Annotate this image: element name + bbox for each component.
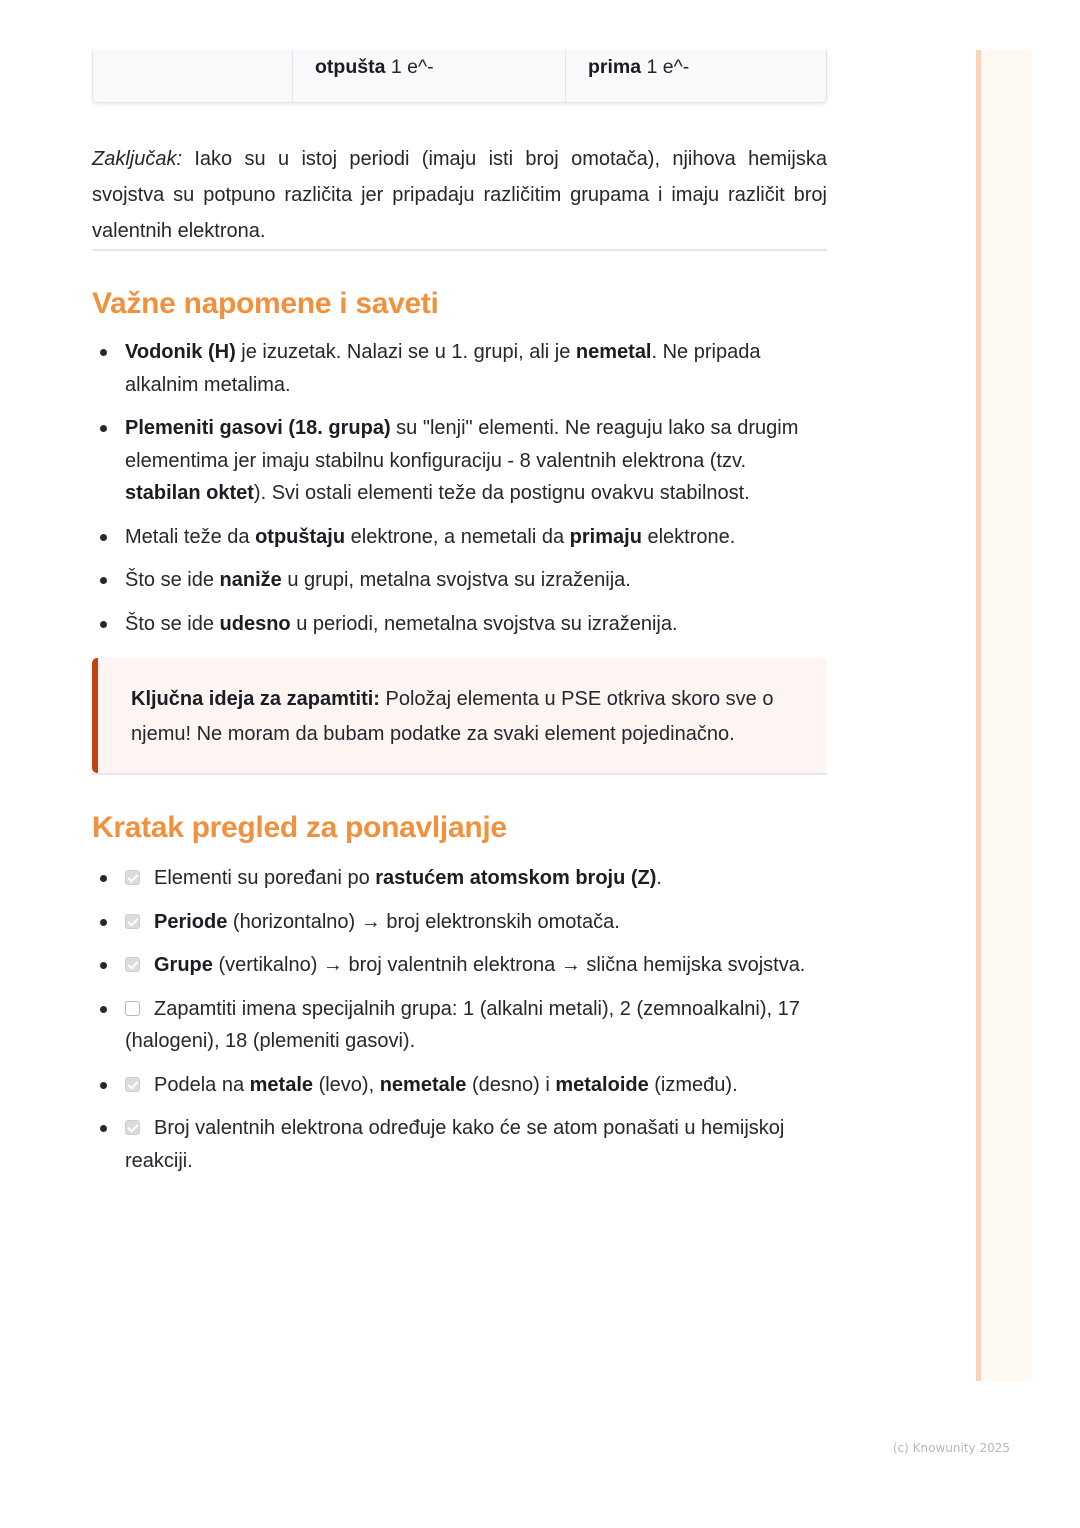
bold-text: rastućem atomskom broju (Z) bbox=[375, 867, 657, 889]
section-divider bbox=[92, 249, 827, 251]
text: Što se ide bbox=[125, 569, 220, 591]
text: Elementi su poređani po bbox=[154, 867, 376, 889]
bold-text: metaloide bbox=[555, 1073, 649, 1096]
text: (između). bbox=[648, 1073, 738, 1096]
checklist-item bbox=[92, 906, 827, 939]
notes-list bbox=[92, 336, 827, 640]
bold-text: nemetale bbox=[379, 1073, 467, 1096]
text: Metali teže da bbox=[125, 525, 256, 548]
text: . Ne pripada alkalnim metalima. bbox=[125, 341, 761, 396]
cell-bold: otpušta bbox=[315, 56, 386, 78]
text: Zapamtiti imena specijalnih grupa: 1 (alkalni metali), 2 (zemnoalkalni), 17 (halogeni), 18 (plemeniti gasovi). bbox=[125, 997, 800, 1052]
bold-text: Plemeniti gasovi (18. grupa) bbox=[125, 417, 391, 439]
side-panel bbox=[976, 50, 1032, 1381]
checklist-item bbox=[92, 862, 827, 895]
text: (horizontalno) → broj elektronskih omotača. bbox=[227, 910, 620, 933]
table-cell-empty bbox=[93, 50, 293, 102]
text: ). Svi ostali elementi teže da postignu ovakvu stabilnost. bbox=[253, 482, 750, 504]
bullet-icon bbox=[100, 875, 107, 882]
review-checklist bbox=[92, 862, 827, 1177]
cell-text: 1 e^- bbox=[385, 56, 434, 78]
copyright-footer: (c) Knowunity 2025 bbox=[892, 1441, 1010, 1455]
cell-bold: prima bbox=[588, 56, 642, 78]
text: Broj valentnih elektrona određuje kako će se atom ponašati u hemijskoj reakciji. bbox=[125, 1117, 785, 1172]
bold-text: Vodonik (H) bbox=[125, 341, 236, 363]
bold-text: nemetal bbox=[575, 341, 652, 363]
bullet-icon bbox=[100, 919, 107, 926]
bullet-icon bbox=[100, 534, 107, 541]
checkbox-checked-icon[interactable] bbox=[125, 1077, 140, 1092]
text: Podela na bbox=[154, 1073, 250, 1096]
callout-label: Ključna ideja za zapamtiti: bbox=[131, 688, 380, 710]
bullet-icon bbox=[100, 962, 107, 969]
checklist-item bbox=[92, 993, 827, 1058]
list-item bbox=[92, 608, 827, 641]
text: (desno) i bbox=[466, 1073, 556, 1096]
bullet-icon bbox=[100, 1006, 107, 1013]
list-item bbox=[92, 521, 827, 554]
checkbox-unchecked-icon[interactable] bbox=[125, 1001, 140, 1016]
bold-text: Periode bbox=[154, 910, 228, 933]
bullet-icon bbox=[100, 349, 107, 356]
table-cell-received bbox=[566, 50, 826, 102]
list-item bbox=[92, 336, 827, 401]
section-divider bbox=[92, 773, 827, 775]
checkbox-checked-icon[interactable] bbox=[125, 1120, 140, 1135]
text: elektrone, a nemetali da bbox=[345, 525, 570, 548]
bold-text: metale bbox=[249, 1073, 314, 1096]
list-item bbox=[92, 564, 827, 597]
bullet-icon bbox=[100, 621, 107, 628]
notes-heading: Važne napomene i saveti bbox=[92, 287, 439, 320]
bold-text: otpuštaju bbox=[255, 525, 346, 548]
conclusion-label: Zaključak: bbox=[92, 148, 183, 170]
main-content bbox=[92, 50, 827, 1188]
bold-text: primaju bbox=[569, 525, 642, 548]
bold-text: naniže bbox=[219, 569, 282, 591]
conclusion-paragraph bbox=[92, 141, 827, 249]
list-item bbox=[92, 412, 827, 510]
text: su "lenji" elementi. Ne reaguju lako sa drugim elementima jer imaju stabilnu konfiguraciju - 8 valentnih elektrona (tzv. bbox=[125, 417, 799, 472]
review-heading: Kratak pregled za ponavljanje bbox=[92, 811, 507, 844]
bold-text: stabilan oktet bbox=[125, 482, 254, 504]
bullet-icon bbox=[100, 577, 107, 584]
text: u grupi, metalna svojstva su izraženija. bbox=[281, 569, 631, 591]
text: je izuzetak. Nalazi se u 1. grupi, ali je bbox=[235, 341, 576, 363]
bold-text: Grupe bbox=[154, 954, 213, 976]
checkbox-checked-icon[interactable] bbox=[125, 957, 140, 972]
checkbox-checked-icon[interactable] bbox=[125, 870, 140, 885]
bold-text: udesno bbox=[219, 612, 291, 635]
checklist-item bbox=[92, 949, 827, 982]
key-idea-callout bbox=[92, 658, 827, 773]
checklist-item bbox=[92, 1112, 827, 1177]
callout-text: Položaj elementa u PSE otkriva skoro sve o njemu! Ne moram da bubam podatke za svaki element pojedinačno. bbox=[131, 688, 774, 745]
text: elektrone. bbox=[641, 525, 736, 548]
text: (levo), bbox=[313, 1073, 380, 1096]
checkbox-checked-icon[interactable] bbox=[125, 914, 140, 929]
text: (vertikalno) → broj valentnih elektrona → slična hemijska svojstva. bbox=[212, 954, 806, 976]
table-cell-released bbox=[293, 50, 566, 102]
text: u periodi, nemetalna svojstva su izraženija. bbox=[290, 612, 678, 635]
text: Što se ide bbox=[125, 612, 220, 635]
conclusion-text: Iako su u istoj periodi (imaju isti broj omotača), njihova hemijska svojstva su potpuno različita jer pripadaju različitim grupama i imaju različit broj valentnih elektrona. bbox=[92, 148, 827, 242]
bullet-icon bbox=[100, 425, 107, 432]
bullet-icon bbox=[100, 1082, 107, 1089]
cell-text: 1 e^- bbox=[641, 56, 690, 78]
bullet-icon bbox=[100, 1125, 107, 1132]
text: . bbox=[656, 867, 662, 889]
checklist-item bbox=[92, 1069, 827, 1102]
table-row bbox=[92, 50, 827, 103]
